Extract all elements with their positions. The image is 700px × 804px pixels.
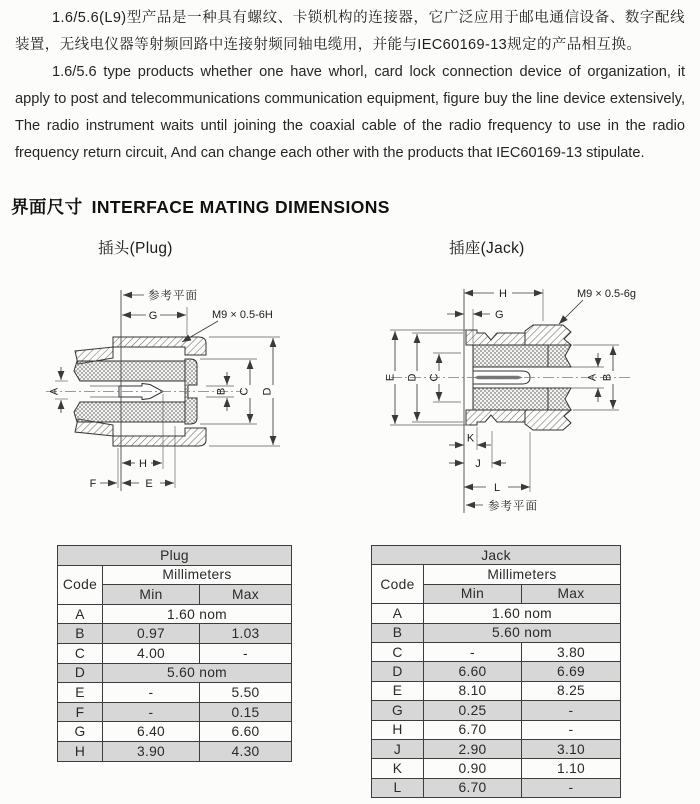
dim-label-e: E — [384, 373, 397, 382]
min-cell: 6.70 — [424, 778, 522, 797]
code-cell: A — [58, 604, 103, 624]
min-cell: 4.00 — [103, 643, 200, 663]
intro-paragraph-zh: 1.6/5.6(L9)型产品是一种具有螺纹、卡锁机构的连接器，它广泛应用于邮电通信设备、数字配线装置，无线电仪器等射频回路中连接射频同轴电缆用，并能与IEC60169-13规定的产品相互换。 — [15, 10, 685, 53]
dim-row — [58, 722, 292, 742]
min-cell: 3.90 — [103, 741, 200, 761]
dim-label-b: B — [215, 387, 228, 396]
code-cell: L — [372, 778, 424, 797]
table-title: Plug — [58, 546, 292, 566]
section-heading — [11, 194, 390, 219]
dim-label-h: H — [499, 288, 507, 300]
min-cell: - — [424, 642, 522, 661]
jack-reference-plane-label: 参考平面 — [488, 500, 538, 513]
unit-header: Millimeters — [424, 565, 621, 584]
dim-row — [372, 662, 621, 681]
max-cell: 1.03 — [200, 624, 292, 644]
code-cell: E — [372, 681, 424, 700]
min-cell: - — [103, 683, 200, 703]
plug-extension-lines — [55, 307, 280, 488]
min-cell: 6.60 — [424, 662, 522, 681]
min-cell: 6.40 — [103, 722, 200, 742]
dim-label-e: E — [145, 478, 153, 490]
value-cell: 5.60 nom — [103, 663, 292, 683]
jack-figure-label: 插座(Jack) — [449, 240, 525, 257]
code-header: Code — [372, 565, 424, 604]
max-cell: 3.80 — [522, 642, 621, 661]
max-cell: - — [522, 778, 621, 797]
min-header: Min — [103, 585, 200, 605]
code-cell: G — [372, 701, 424, 720]
dim-row — [372, 623, 621, 642]
min-cell: 8.10 — [424, 681, 522, 700]
max-cell: 8.25 — [522, 681, 621, 700]
max-cell: 5.50 — [200, 683, 292, 703]
dim-label-l: L — [493, 482, 501, 494]
min-cell: - — [103, 702, 200, 722]
dim-label-d: D — [406, 373, 419, 382]
dim-label-f: F — [89, 478, 97, 490]
dim-label-c: C — [238, 387, 251, 396]
dim-row — [58, 643, 292, 663]
value-cell: 1.60 nom — [103, 604, 292, 624]
max-cell: 6.69 — [522, 662, 621, 681]
plug-drawing — [30, 285, 350, 535]
min-cell: 0.90 — [424, 759, 522, 778]
plug-figure-label: 插头(Plug) — [98, 240, 173, 257]
value-cell: 1.60 nom — [424, 604, 621, 623]
code-cell: C — [58, 643, 103, 663]
dim-row — [372, 778, 621, 797]
value-cell: 5.60 nom — [424, 623, 621, 642]
dim-row — [372, 720, 621, 739]
dim-row — [58, 604, 292, 624]
jack-dimension-table — [371, 545, 621, 798]
dim-row — [58, 663, 292, 683]
dim-row — [372, 642, 621, 661]
max-cell: 0.15 — [200, 702, 292, 722]
dim-label-g: G — [495, 309, 504, 321]
dim-label-d: D — [261, 387, 274, 396]
max-cell: 3.10 — [522, 739, 621, 758]
dim-label-k: K — [466, 432, 475, 445]
min-cell: 0.97 — [103, 624, 200, 644]
code-cell: B — [372, 623, 424, 642]
dim-row — [58, 741, 292, 761]
plug-reference-plane-label: 参考平面 — [148, 290, 198, 302]
plug-thread-label: M9 × 0.5-6H — [212, 309, 273, 321]
min-cell: 6.70 — [424, 720, 522, 739]
plug-dimension-table — [57, 545, 292, 762]
max-cell: 1.10 — [522, 759, 621, 778]
code-cell: J — [372, 739, 424, 758]
table-title: Jack — [372, 546, 621, 565]
code-header: Code — [58, 565, 103, 604]
code-cell: H — [58, 741, 103, 761]
dim-label-g: G — [148, 310, 158, 322]
dim-label-a: A — [586, 373, 599, 382]
dim-label-j: J — [475, 458, 481, 470]
section-heading-en: INTERFACE MATING DIMENSIONS — [91, 197, 390, 217]
code-cell: K — [372, 759, 424, 778]
dim-label-b: B — [601, 373, 614, 382]
jack-thread-label: M9 × 0.5-6g — [577, 288, 637, 300]
code-cell: B — [58, 624, 103, 644]
max-cell: - — [522, 720, 621, 739]
code-cell: F — [58, 702, 103, 722]
code-cell: C — [372, 642, 424, 661]
code-cell: E — [58, 683, 103, 703]
dim-row — [372, 681, 621, 700]
dim-label-c: C — [428, 373, 441, 382]
unit-header: Millimeters — [103, 565, 292, 585]
max-cell: - — [522, 701, 621, 720]
code-cell: H — [372, 720, 424, 739]
intro-paragraph-en: 1.6/5.6 type products whether one have whorl, card lock connection device of organization, it apply to post and telecommunications communication equipment, figure buy the line device extensively, The radio instrument waits until joining the coaxial cable of the radio frequency to use in the radio frequency return circuit, And can change each other with the products that IEC60169-13 stipulate. — [15, 64, 685, 161]
dim-row — [372, 759, 621, 778]
max-cell: 4.30 — [200, 741, 292, 761]
max-header: Max — [200, 585, 292, 605]
plug-labels — [49, 288, 274, 490]
dim-row — [58, 683, 292, 703]
dim-row — [372, 701, 621, 720]
min-cell: 2.90 — [424, 739, 522, 758]
min-header: Min — [424, 584, 522, 603]
jack-drawing — [385, 283, 699, 541]
code-cell: A — [372, 604, 424, 623]
code-cell: D — [58, 663, 103, 683]
max-cell: - — [200, 643, 292, 663]
dim-row — [58, 702, 292, 722]
dim-row — [58, 624, 292, 644]
dim-row — [372, 604, 621, 623]
section-heading-zh: 界面尺寸 — [11, 197, 83, 217]
dim-label-a: A — [48, 387, 61, 396]
code-cell: D — [372, 662, 424, 681]
max-cell: 6.60 — [200, 722, 292, 742]
max-header: Max — [522, 584, 621, 603]
dim-label-h: H — [139, 458, 147, 470]
code-cell: G — [58, 722, 103, 742]
dim-row — [372, 739, 621, 758]
min-cell: 0.25 — [424, 701, 522, 720]
